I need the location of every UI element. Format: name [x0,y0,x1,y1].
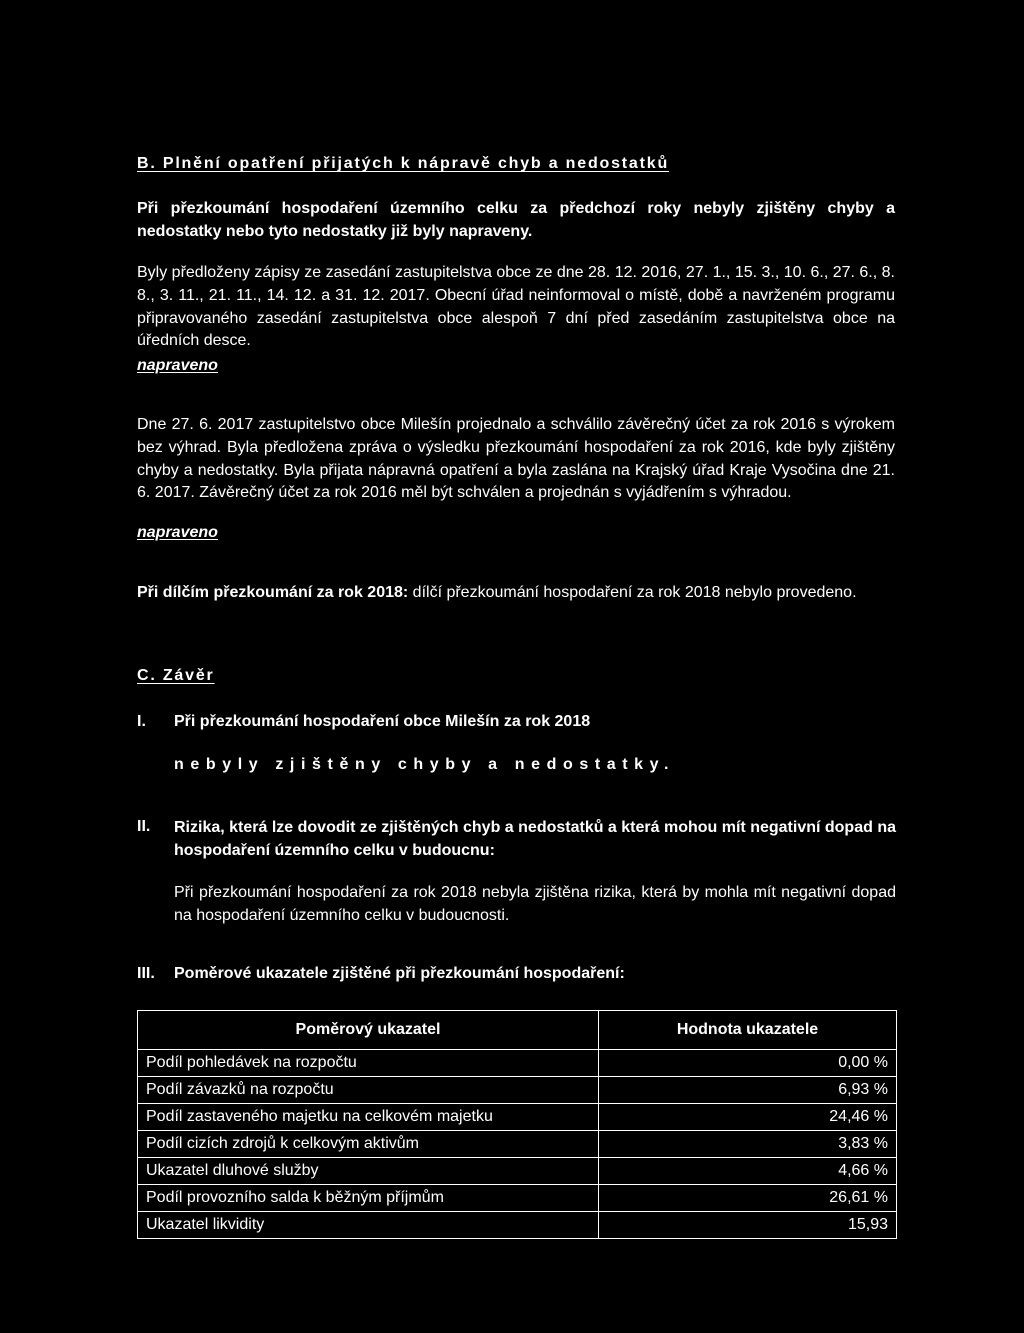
indicator-value: 26,61 % [599,1185,897,1212]
indicator-name: Podíl závazků na rozpočtu [138,1077,599,1104]
table-row [138,1158,897,1185]
conclusion-item-1-text: Při přezkoumání hospodaření obce Milešín za rok 2018 [174,713,591,730]
indicator-name: Podíl cizích zdrojů k celkovým aktivům [138,1131,599,1158]
indicator-value: 15,93 [599,1212,897,1239]
table-header-row [138,1011,897,1050]
status-napraveno-1: napraveno [137,357,218,374]
column-header-value: Hodnota ukazatele [599,1011,897,1050]
table-row [138,1104,897,1131]
conclusion-item-3-title: Poměrové ukazatele zjištěné při přezkoumání hospodaření: [174,965,625,982]
indicator-name: Podíl provozního salda k běžným příjmům [138,1185,599,1212]
partial-review-text: dílčí přezkoumání hospodaření za rok 2018 nebylo provedeno. [408,584,857,601]
table-row [138,1050,897,1077]
section-b-paragraph-2: Dne 27. 6. 2017 zastupitelstvo obce Milešín projednalo a schválilo závěrečný účet za rok 2016 s výrokem bez výhrad. Byla předložena zpráva o výsledku přezkoumání hospodaření za rok 2016, kde byly zjištěny chyby a nedostatky. Byla přijata nápravná opatření a byla zaslána na Krajský úřad Kraje Vysočina dne 21. 6. 2017. Závěrečný účet za rok 2016 měl být schválen a projednán s vyjádřením s výhradou. [137,416,895,502]
column-header-indicator: Poměrový ukazatel [138,1011,599,1050]
conclusion-item-3-number: III. [137,965,155,982]
section-b-paragraph-1: Byly předloženy zápisy ze zasedání zastupitelstva obce ze dne 28. 12. 2016, 27. 1., 15. 3., 10. 6., 27. 6., 8. 8., 3. 11., 21. 11., 14. 12. a 31. 12. 2017. Obecní úřad neinformoval o místě, době a navrženém programu připravovaného zasedání zastupitelstva obce alespoň 7 dní před zasedáním zastupitelstva obce na úředních desce. [137,264,895,350]
indicator-name: Podíl zastaveného majetku na celkovém majetku [138,1104,599,1131]
conclusion-item-2-text: Při přezkoumání hospodaření za rok 2018 nebyla zjištěna rizika, která by mohla mít negativní dopad na hospodaření územního celku v budoucnosti. [174,884,896,924]
indicator-value: 24,46 % [599,1104,897,1131]
ratio-indicators-table [137,1010,897,1239]
indicator-name: Ukazatel dluhové služby [138,1158,599,1185]
indicator-value: 3,83 % [599,1131,897,1158]
conclusion-item-1-result: nebyly zjištěny chyby a nedostatky. [174,756,676,773]
table-row [138,1185,897,1212]
table-row [138,1077,897,1104]
indicator-name: Ukazatel likvidity [138,1212,599,1239]
section-b-heading: B. Plnění opatření přijatých k nápravě chyb a nedostatků [137,155,670,172]
partial-review-paragraph [137,582,895,605]
partial-review-label: Při dílčím přezkoumání za rok 2018: [137,584,409,601]
section-c-heading: C. Závěr [137,667,215,684]
conclusion-item-2-number: II. [137,818,151,835]
conclusion-item-2-title: Rizika, která lze dovodit ze zjištěných chyb a nedostatků a která mohou mít negativní dopad na hospodaření územního celku v budoucnu: [174,819,896,859]
indicator-value: 0,00 % [599,1050,897,1077]
conclusion-item-1-number: I. [137,713,146,730]
table-row [138,1131,897,1158]
section-b-intro: Při přezkoumání hospodaření územního celku za předchozí roky nebyly zjištěny chyby a nedostatky nebo tyto nedostatky již byly napraveny. [137,200,895,240]
table-row [138,1212,897,1239]
indicator-name: Podíl pohledávek na rozpočtu [138,1050,599,1077]
status-napraveno-2: napraveno [137,524,218,541]
indicator-value: 6,93 % [599,1077,897,1104]
indicator-value: 4,66 % [599,1158,897,1185]
